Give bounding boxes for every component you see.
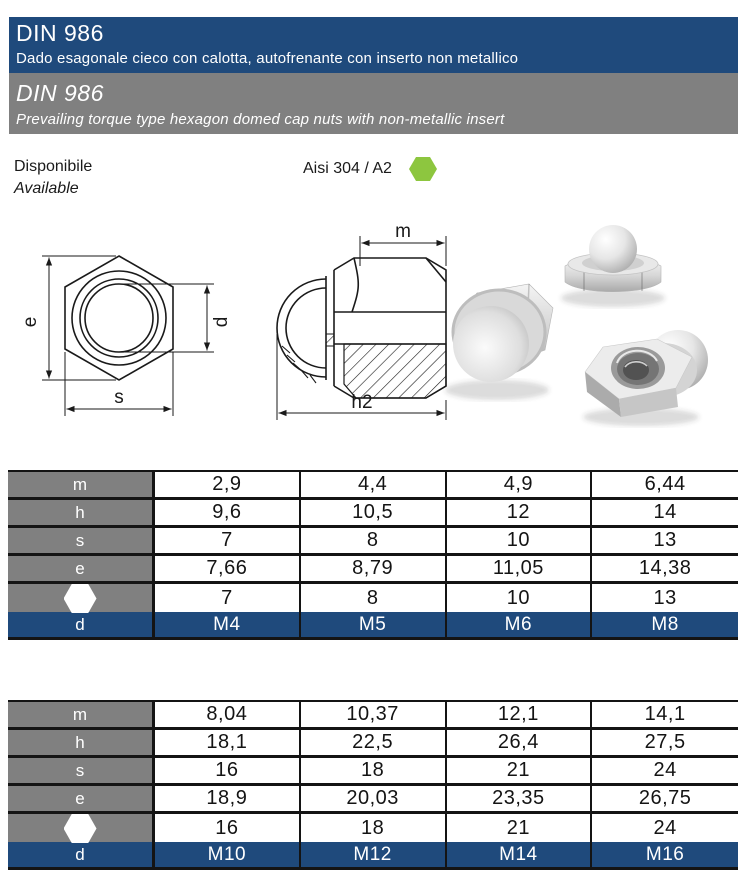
table-cell: 18,1: [155, 730, 301, 755]
table-cell: 16: [155, 758, 301, 783]
table-cell: 20,03: [301, 786, 447, 811]
dimension-table-m10-m16: [8, 700, 738, 870]
table-row: [8, 556, 738, 584]
page-title-english: DIN 986: [16, 80, 104, 106]
row-label: h: [8, 730, 155, 755]
availability-label-english: Available: [14, 180, 79, 197]
table-row: [8, 702, 738, 730]
material-label: Aisi 304 / A2: [303, 160, 392, 177]
table-cell: 14,1: [592, 702, 738, 727]
table-cell: 11,05: [447, 556, 593, 581]
page-subtitle-italian: Dado esagonale cieco con calotta, autofrenante con inserto non metallico: [16, 50, 519, 67]
row-label: e: [8, 556, 155, 581]
row-label-hexagon: [8, 584, 155, 613]
table-cell: M16: [592, 842, 738, 867]
row-label: m: [8, 702, 155, 727]
table-row: [8, 472, 738, 500]
table-cell: 10,5: [301, 500, 447, 525]
row-label: d: [8, 612, 155, 637]
dim-label-d: d: [211, 316, 232, 328]
table-cell: 8: [301, 584, 447, 613]
page-title: DIN 986: [16, 20, 104, 46]
table-cell: M8: [592, 612, 738, 637]
row-label: d: [8, 842, 155, 867]
table-cell: 18: [301, 814, 447, 843]
table-cell: 14,38: [592, 556, 738, 581]
table-cell: 7: [155, 528, 301, 553]
table-cell: 4,4: [301, 472, 447, 497]
table-cell: 24: [592, 814, 738, 843]
dim-label-m: m: [395, 222, 411, 242]
dim-label-e: e: [20, 316, 41, 328]
hexagon-icon: [64, 584, 97, 613]
table-row: [8, 730, 738, 758]
dim-label-h2: h2: [351, 392, 373, 413]
row-label-hexagon: [8, 814, 155, 843]
table-cell: 18,9: [155, 786, 301, 811]
table-cell: 8,79: [301, 556, 447, 581]
table-cell: 10: [447, 584, 593, 613]
table-cell: 12,1: [447, 702, 593, 727]
table-row: [8, 500, 738, 528]
row-label: m: [8, 472, 155, 497]
table-cell: 26,75: [592, 786, 738, 811]
table-row: [8, 814, 738, 842]
product-photo: [435, 220, 750, 438]
table-row: [8, 612, 738, 640]
table-cell: M5: [301, 612, 447, 637]
hexagon-icon: [64, 814, 97, 843]
section-hatch: [344, 344, 446, 398]
dimension-table-m4-m8: [8, 470, 738, 640]
table-row: [8, 584, 738, 612]
table-cell: M12: [301, 842, 447, 867]
table-cell: 13: [592, 528, 738, 553]
row-label: s: [8, 528, 155, 553]
table-cell: 13: [592, 584, 738, 613]
table-cell: 22,5: [301, 730, 447, 755]
table-cell: 21: [447, 814, 593, 843]
table-cell: 7: [155, 584, 301, 613]
dim-label-s: s: [114, 387, 124, 408]
table-row: [8, 842, 738, 870]
header-bar-english: [9, 73, 738, 134]
table-row: [8, 528, 738, 556]
header-bar-italian: [9, 17, 738, 73]
table-cell: 2,9: [155, 472, 301, 497]
table-cell: 6,44: [592, 472, 738, 497]
table-cell: M4: [155, 612, 301, 637]
table-cell: 26,4: [447, 730, 593, 755]
table-cell: 10: [447, 528, 593, 553]
table-cell: 14: [592, 500, 738, 525]
table-cell: 24: [592, 758, 738, 783]
table-cell: 4,9: [447, 472, 593, 497]
top-view-drawing: [12, 226, 244, 430]
table-cell: 21: [447, 758, 593, 783]
table-row: [8, 786, 738, 814]
table-cell: 18: [301, 758, 447, 783]
table-cell: M10: [155, 842, 301, 867]
table-row: [8, 758, 738, 786]
table-cell: 10,37: [301, 702, 447, 727]
table-cell: M14: [447, 842, 593, 867]
row-label: s: [8, 758, 155, 783]
table-cell: 27,5: [592, 730, 738, 755]
cap-nut-photo-right: [585, 330, 708, 417]
row-label: e: [8, 786, 155, 811]
table-cell: 7,66: [155, 556, 301, 581]
cap-nut-photo-left: [453, 284, 553, 382]
table-cell: 12: [447, 500, 593, 525]
table-cell: 8,04: [155, 702, 301, 727]
cap-nut-photo-top: [565, 225, 661, 292]
hex-nut-top-view: [65, 256, 173, 380]
page-subtitle-english: Prevailing torque type hexagon domed cap nuts with non-metallic insert: [16, 111, 505, 128]
table-cell: 23,35: [447, 786, 593, 811]
green-hexagon-icon: [409, 157, 437, 181]
table-cell: M6: [447, 612, 593, 637]
availability-label-italian: Disponibile: [14, 158, 93, 175]
table-cell: 8: [301, 528, 447, 553]
table-cell: 16: [155, 814, 301, 843]
table-cell: 9,6: [155, 500, 301, 525]
row-label: h: [8, 500, 155, 525]
